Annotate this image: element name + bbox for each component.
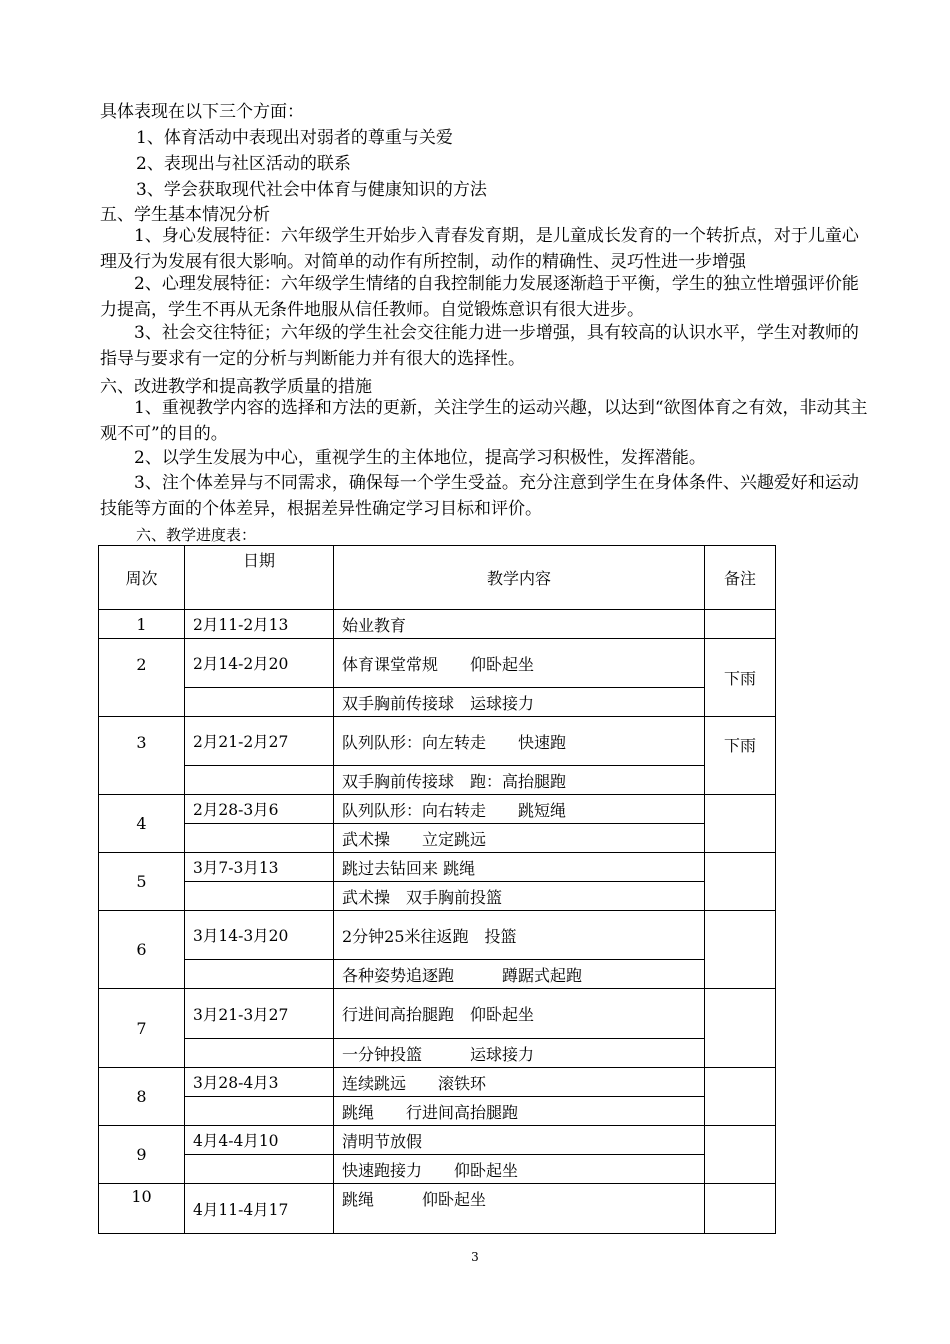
table-row — [99, 1155, 776, 1184]
section6-item-3: 3、注个体差异与不同需求，确保每一个学生受益。充分注意到学生在身体条件、兴趣爱好和运动技能等方面的个体差异，根据差异性确定学习目标和评价。 — [100, 473, 859, 519]
date-cell: 4月11-4月17 — [185, 1184, 334, 1234]
date-cell: 2月14-2月20 — [185, 639, 334, 688]
table-row — [99, 911, 776, 960]
note-cell: 下雨 — [705, 639, 776, 717]
intro-line: 具体表现在以下三个方面： — [100, 102, 304, 122]
aspect-1: 1、体育活动中表现出对弱者的尊重与关爱 — [136, 128, 453, 148]
week-cell: 8 — [99, 1068, 185, 1126]
content-cell: 一分钟投篮 运球接力 — [334, 1039, 705, 1068]
content-cell: 跳绳 仰卧起坐 — [334, 1184, 705, 1234]
table-row — [99, 1068, 776, 1097]
table-row — [99, 1184, 776, 1234]
week-cell: 3 — [99, 717, 185, 795]
date-cell-empty — [185, 960, 334, 989]
week-cell: 9 — [99, 1126, 185, 1184]
content-cell: 武术操 立定跳远 — [334, 824, 705, 853]
note-cell — [705, 989, 776, 1068]
table-row — [99, 824, 776, 853]
week-cell: 6 — [99, 911, 185, 989]
week-cell: 1 — [99, 610, 185, 639]
page-number: 3 — [471, 1250, 479, 1264]
table-row — [99, 795, 776, 824]
content-cell: 双手胸前传接球 运球接力 — [334, 688, 705, 717]
note-cell — [705, 1184, 776, 1234]
date-cell: 3月28-4月3 — [185, 1068, 334, 1097]
week-cell: 5 — [99, 853, 185, 911]
date-cell: 3月21-3月27 — [185, 989, 334, 1039]
date-cell-empty — [185, 1155, 334, 1184]
date-cell-empty — [185, 824, 334, 853]
table-row — [99, 717, 776, 766]
week-cell: 2 — [99, 639, 185, 717]
schedule-caption: 六、教学进度表： — [136, 526, 257, 544]
note-cell — [705, 911, 776, 989]
section6-item-2: 2、以学生发展为中心，重视学生的主体地位，提高学习积极性，发挥潜能。 — [134, 448, 706, 468]
content-cell: 跳过去钻回来 跳绳 — [334, 853, 705, 882]
date-cell-empty — [185, 1097, 334, 1126]
table-row — [99, 989, 776, 1039]
table-row — [99, 610, 776, 639]
date-cell: 4月4-4月10 — [185, 1126, 334, 1155]
date-cell-empty — [185, 688, 334, 717]
content-cell: 连续跳远 滚铁环 — [334, 1068, 705, 1097]
table-row — [99, 766, 776, 795]
schedule-table — [98, 545, 776, 1234]
date-cell-empty — [185, 766, 334, 795]
section6-item-1: 1、重视教学内容的选择和方法的更新，关注学生的运动兴趣，以达到“欲图体育之有效，非动其主观不可”的目的。 — [100, 398, 868, 444]
date-cell: 2月28-3月6 — [185, 795, 334, 824]
section6-title: 六、改进教学和提高教学质量的措施 — [100, 377, 372, 397]
header-date-cell — [185, 546, 334, 610]
table-header-row — [99, 546, 776, 610]
note-cell — [705, 1068, 776, 1126]
section5-item-1: 1、身心发展特征：六年级学生开始步入青春发育期，是儿童成长发育的一个转折点，对于儿童心理及行为发展有很大影响。对简单的动作有所控制，动作的精确性、灵巧性进一步增强 — [100, 226, 859, 272]
content-cell: 队列队形：向左转走 快速跑 — [334, 717, 705, 766]
week-cell: 4 — [99, 795, 185, 853]
content-cell: 武术操 双手胸前投篮 — [334, 882, 705, 911]
note-cell — [705, 795, 776, 853]
note-cell — [705, 1126, 776, 1184]
content-cell: 跳绳 行进间高抬腿跑 — [334, 1097, 705, 1126]
aspect-3: 3、学会获取现代社会中体育与健康知识的方法 — [136, 180, 487, 200]
aspect-2: 2、表现出与社区活动的联系 — [136, 154, 351, 174]
table-row — [99, 639, 776, 688]
section5-title: 五、学生基本情况分析 — [100, 205, 270, 225]
section5-item-2: 2、心理发展特征：六年级学生情绪的自我控制能力发展逐渐趋于平衡，学生的独立性增强评价能力提高，学生不再从无条件地服从信任教师。自觉锻炼意识有很大进步。 — [100, 274, 859, 320]
date-cell: 2月11-2月13 — [185, 610, 334, 639]
content-cell: 快速跑接力 仰卧起坐 — [334, 1155, 705, 1184]
header-week: 周次 — [99, 546, 185, 610]
content-cell: 双手胸前传接球 跑：高抬腿跑 — [334, 766, 705, 795]
table-row — [99, 688, 776, 717]
note-cell — [705, 853, 776, 911]
header-content: 教学内容 — [334, 546, 705, 610]
header-date: 日期 — [242, 551, 275, 570]
table-row — [99, 1097, 776, 1126]
table-row — [99, 853, 776, 882]
table-row — [99, 1126, 776, 1155]
header-note: 备注 — [705, 546, 776, 610]
content-cell: 2分钟25米往返跑 投篮 — [334, 911, 705, 960]
date-cell: 2月21-2月27 — [185, 717, 334, 766]
week-cell: 10 — [99, 1184, 185, 1234]
date-cell-empty — [185, 1039, 334, 1068]
note-cell — [705, 610, 776, 639]
content-cell: 各种姿势追逐跑 蹲踞式起跑 — [334, 960, 705, 989]
content-cell: 始业教育 — [334, 610, 705, 639]
date-cell: 3月14-3月20 — [185, 911, 334, 960]
content-cell: 行进间高抬腿跑 仰卧起坐 — [334, 989, 705, 1039]
content-cell: 体育课堂常规 仰卧起坐 — [334, 639, 705, 688]
table-row — [99, 960, 776, 989]
date-cell: 3月7-3月13 — [185, 853, 334, 882]
content-cell: 清明节放假 — [334, 1126, 705, 1155]
section5-item-3: 3、社会交往特征；六年级的学生社会交往能力进一步增强，具有较高的认识水平，学生对教师的指导与要求有一定的分析与判断能力并有很大的选择性。 — [100, 323, 859, 369]
table-row — [99, 882, 776, 911]
content-cell: 队列队形：向右转走 跳短绳 — [334, 795, 705, 824]
week-cell: 7 — [99, 989, 185, 1068]
date-cell-empty — [185, 882, 334, 911]
note-cell: 下雨 — [705, 717, 776, 795]
table-row — [99, 1039, 776, 1068]
